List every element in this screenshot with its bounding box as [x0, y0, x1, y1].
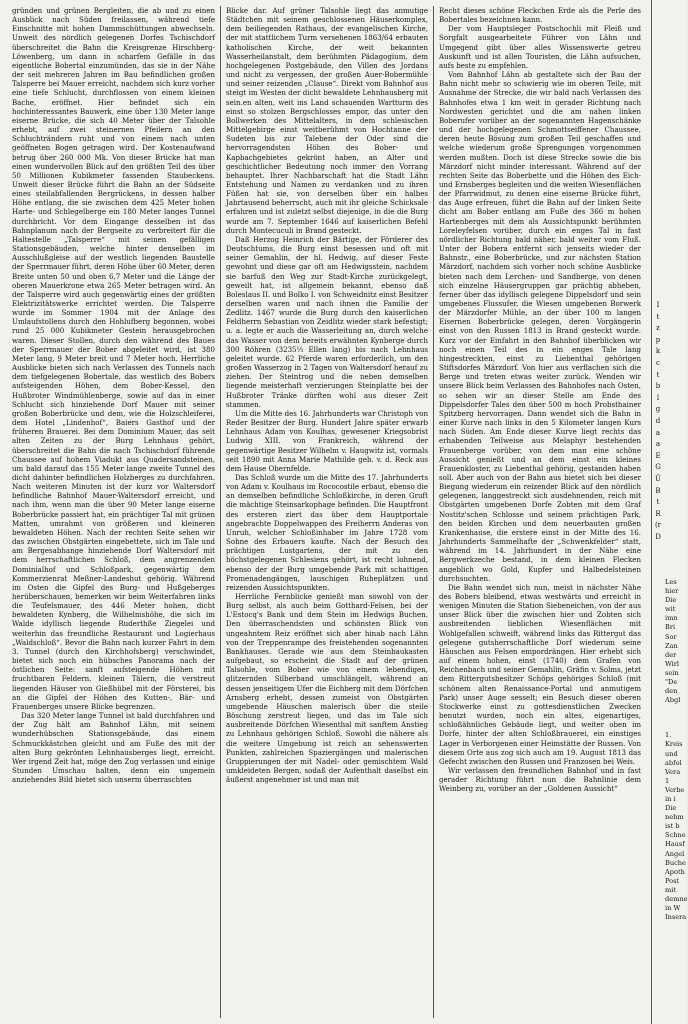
edge-line: Les: [665, 578, 677, 586]
column-3: [433, 6, 646, 1018]
edge-line: wit: [665, 605, 676, 614]
edge-line: den: [665, 687, 678, 696]
edge-line: Verbe: [665, 785, 685, 794]
paragraph: Das Schloß wurde um die Mitte des 17. Jahrhunderts von Adam v. Koulhaus im Rococostile erbaut, ebenso die an demselben befindliche Schloßkirche, in deren Gruft die mächtige Steinsarkophage befinden. Die Hauptfront des ersteren ziert das über dem Hauptportale angebrachte Doppelwappen des Freiherrn Anderas von Unruh, welcher Schloßinhaber im Jahre 1728 vom Sohne des Erbauers kaufte. Nach der Besuch des prächtigen Lustgartens, der mit zu den höchstgelegenen Schlesiens gehört, ist recht lohnend, ebenso der der Burg umgebende Park mit schattigen Promenadengängen, lauschigen Ruheplätzen und reizenden Aussichtspunkten.: [226, 472, 428, 592]
vertical-letter: t: [656, 370, 660, 379]
paragraph: Daß Herzog Heinrich der Bärtige, der Förderer des Deutschtums, die Burg einst besessen und oft mit seiner Gemahlin, der hl. Hedwig, auf dieser Feste gewohnt und diese gar oft am Hedwigsstein, nachdem sie barfuß den Weg zur Stadt-Kirche zurückgelegt, geweilt hat, ist allgemein bekannt, ebenso daß Boleslaus II. und Bolko I. von Schweidnitz einst Besitzer derselben waren und nach ihnen die Familie der Zedlitz. 1467 wurde die Burg durch den kaiserlichen Feldherrn Sebastian von Zeidlitz wieder stark befestigt; u. a. legte er auch die Wasserleitung an, durch welche das Wasser von dem bereits erwähnten Kynberge durch 300 Röhren (3235⅓ Ellen lang) bis nach Lehnhaus geleitet wurde. 62 Pferde waren erforderlich, um den großen Wasserzog in 2 Tagen von Waltersdorf herauf zu ziehen. Der Steintrog und die neben demselben liegende meisterhaft verzierungen Steinplatte bei der Hußbroter Tränke dürften wohl aus dieser Zeit stammen.: [226, 234, 428, 409]
paragraph: Das 320 Meter lange Tunnel ist bald durchfahren und der Zug hält am Bahnhof Lähn, mit seinem wunderhübschen Stationsgebäude, das einem Schmuckkästchen gleicht und am Fuße des mit der alten Burg gekrönten Lehnhausberges liegt, erreicht. Wer irgend Zeit hat, möge den Zug verlassen und einige Stunden Umschau halten, denn ein ungemein anziehendes Bild bietet sich unserm überraschten: [12, 711, 215, 785]
edge-line: abfol: [665, 758, 682, 767]
vertical-letter: Ü: [655, 474, 661, 483]
edge-line: Abgl: [665, 696, 681, 705]
paragraph: Wir verlassen den freundlichen Bahnhof und in fast gerader Richtung führt nun die Bahnlinie dem Weinberg zu, vorüber an der „Goldenen Aussicht“: [439, 765, 641, 794]
paragraph: Vom Bahnhof Lähn ab gestaltete sich der Bau der Bahn nicht mehr so schwierig wie im oberen Teile, mit Ausnahme der Strecke, die wir bald nach Verlassen des Bahnhofes etwa 1 km weit in gerader Richtung nach Nordwesten gerichtet und die am nahen linken Boberufer vorüber an der sogenannten Hagenschänke und der hochgelegenen Schmottseiffener Chaussee, deren heute Bösung zum großen Teil geschaffen und welche wiederum große Sprengungen vorgenommen werden mußten. Doch ist diese Strecke sowie die bis Märzdorf nicht minder interessant. Während auf der rechten Seite das Boberbette und die Höhen des Eich- und Ernsberges begleiten und die weiten Wiesenflächen der Pfarrwidmut, zu denen eine eiserne Brücke führt, das Auge erfreuen, führt die Bahn auf der linken Seite dicht am Bober entlang am Fuße des 366 m hohen Hartenberges mit dem als Aussichtspunkt berühmten Loreleyfelsen vorüber, durch ein enges Tal in fast nördlicher Richtung bald näher, bald weiter vom Fluß. Unter der Bobera entfernt sich jenseits wieder der Bahnstr., eine Boberbrücke, und zur nächsten Station Märzdorf, nachdem sich vorher noch schöne Ausblicke bieten nach dem Lerchen- und Sandberge, von denen sich einzelne Häusergruppen gar prächtig abheben, ferner über das idyllisch gelegene Dippelsdorf und sein umgebenes Flussufer, die Wiesen umgebenen Borwerk der Märzdorfer Mühle, an der über 100 m langen Eisernen Boberbrücke gelegen, deren Vorgängerin einst von den Russen 1813 in Brand gesteckt wurde. Kurz vor der Einfahrt in den Bahnhof überblicken wir noch einen Teil des in ein enges Tale lang hingestreckten, einst zu Liebenthal gehörigen Stiftsdorfes Märzdorf. Von hier aus verflachen sich die Berge und treten etwas weiter zurück. Wenden wir unsere Blick beim Verlassen des Bahnhofes nach Osten, so sehen wir an dieser Stelle am Ende des Dippelsdorfer Tales den über 500 m hoch Probsthainer Spitzberg hervorragen. Dann wendet sich die Bahn in einer Kurve nach links in den 5 Kilometer langen Kurs nach Süden. Am Ende dieser Kurve liegt rechts das erhabenden Teilweise aus Melaphyr bestehenden Frauenberge vorüber, von dem man eine schöne Aussicht genießt und an dem einst ein kleines Frauenkloster, zu Liebenthal gehörig, gestanden haben soll. Aber auch von der Bahn aus bietet sich bei dieser Biegung wiederum ein reizender Blick auf den nördlich gelegenen, langgestreckt sich ausdehnenden, reich mit Obstgärten umgebenen Dorfe Zobten mit dem Graf Nostitz'schen Schlosse und seinem prächtigen Park, den beiden Kirchen und dem neuerbauten großen Krankenhause, die erstere einst in der Mitte des 16. Jahrhunderts Sammelhafte der „Schwenkfelder“ statt, während im 14. Jahrhundert in der Nähe eine Bergwerkzeche bestand, in dem kleinen Flecken angeblich wo Gold, Kupfer und Halbedelsteinen durchsuchten.: [439, 70, 641, 583]
vertical-letter-strip: [654, 300, 662, 543]
vertical-letter: p: [655, 335, 661, 344]
edge-line: in W: [665, 904, 681, 913]
edge-line: und: [665, 749, 678, 758]
cut-off-text-column: [665, 578, 688, 922]
edge-line: Buche: [665, 858, 686, 867]
vertical-letter: (r: [654, 521, 662, 530]
column-2: [220, 6, 433, 1018]
vertical-letter: g: [655, 405, 661, 414]
edge-line: mit: [665, 885, 677, 894]
vertical-letter: c: [656, 358, 660, 367]
vertical-letter: b: [655, 382, 661, 391]
vertical-letter: B: [655, 486, 661, 495]
edge-line: "De: [665, 678, 678, 687]
edge-line: imn: [665, 614, 678, 623]
edge-line: Bri: [665, 623, 676, 632]
paragraph: gründen und grünen Bergleiten, die ab und zu einen Ausblick nach Süden freilassen, während tiefe Einschnitte mit hohen Dammschüttungen abwechseln. Unweit des nördlich gelegenen Dorfes Tschischdorf überschreitet die Bahn die Kreisgrenze Hirschberg-Löwenberg, um dann in scharfem Gefälle in das eigentliche Bobertal einzumünden, das sie in der Nähe der seit mehreren Jahren im Bau befindlichen großen Talsperre bei Mauer erreicht, nachdem sich kurz vorher eine tiefe Schlucht, durchflossen von einem kleinen Bache, eröffnet. Hier befindet sich ein hochinteressantes Bauwerk, eine über 130 Meter lange eiserne Brücke, die sich 40 Meter über der Talsohle erhebt, auf zwei steinernen Pfeilern an den Schluchträndern ruht und von einem nach unten geöffneten Bogen getragen wird. Der Kostenaufwand betrug über 260 000 Mk. Von dieser Brücke hat man einen wundervollen Blick auf den größten Teil des über 50 Millionen Kubikmeter fassenden Staubeckens. Unweit dieser Brücke führt die Bahn an der Südseite eines steilabfallenden Bergrückens, in dessen halber Höhe entlang, die sie zwischen dem 425 Meter hohen Harte- und Schlegelberge ein 180 Meter langes Tunnel durchbricht. Vor dem Eingange desselben ist das Bahnplanum nach der Bergseite zu verbreitert für die Haltestelle „Talsperre“ mit seinen gefälligen Stationsgebäuden, welche hinter denselben im Ausschlußgleise auf der westlich liegenden Baustelle der Sperrmauer führt, deren Höhe über 60 Meter, deren Breite unten 50 und oben 6,7 Meter und die Länge der oberen Mauerkrone etwa 265 Meter betragen wird. An der Talsperre wird auch gegenwärtig eines der größten Elektrizitätswerke errichtet werden. Die Talsperre wurde im Sommer 1904 mit der Anlage des Umlaufstollens durch den Hohlufberg begonnen, wobei rund 25 000 Kubikmeter Gestein herausgebrochen waren. Dieser Stollen, durch den während des Baues der Sperrmauer der Bober abgeleitet wird, ist 380 Meter lang, 9 Meter breit und 7 Meter hoch. Herrliche Ausblicke bieten sich nach Verlassen des Tunnels nach dem tiefgelegenen Bobertale, das westlich des Bobers aufsteigenden Höhen, dem Bober-Kessel, den Hußbroter Windmühlenberge, sowie auf das in einer Schlucht sich hinziehende Dorf Mauer mit seiner großen Boberbrücke und dem, wie die Holzschleiferei, dem Hotel „Lindenhof“, Baiers Gasthof und der früheren Brauerei. Bei dem Dominium Mauer, das seit alten Zeiten zu der Burg Lehnhaus gehört, überschreitet die Bahn die nach Tschischdorf führende Chaussee auf hohem Viadukt aus Quadersandsteinen, um bald darauf das 155 Meter lange zweite Tunnel des dicht dahinter befindlichen Holzberges zu durchfahren. Nach weiteren Minuten ist der kurz vor Waltersdorf befindliche Bahnhof Mauer-Waltersdorf erreicht, und nach ihm, wenn man die über 90 Meter lange eiserne Boberbrücke passiert hat, ein prächtiger Tal mit grünen Matten, umrahmt von größeren und kleineren bewaldeten Höhen. Nach der rechten Seite sehen wir das zwischen Obstgärten eingebettete, sich im Tale und am Bergesabhange hinziehende Dorf Waltersdorf mit dem herrschaftlichen Schloß, dem angrenzenden Dominialhof und Schloßpark, gegenwärtig dem Kommerzienrat Meßner-Landeshut gehörig. Während im Osten die Gipfel des Burg- und Hußgeberges herüberschauen, bemerken wir beim Weiterfahren links die Teufelsmauer, des 446 Meter hohen, dicht bewaldeten Kynberg, die Wilhelmshöhe, die sich im Walde idyllisch liegende Ruderthße Ziegelei und weiterhin das freundliche Restaurant und Logierhaus „Waldschloß“. Bevor die Bahn nach kurzer Fahrt in dem 3. Tunnel (durch den Kirchhofsberg) verschwindet, bietet sich noch ein hübsches Panorama nach der östlichen Seite: sanft aufsteigende Höhen mit fruchtbaren Feldern, kleinen Tälern, die verstreut liegenden Häuser von Gießhübel mit der Försterei, bis an die Gipfel der Höhen des Kutten-, Bär- und Frauenberges unsere Blicke begrenzen.: [12, 6, 215, 711]
edge-line: Insera: [665, 913, 687, 922]
edge-line: der: [665, 650, 677, 659]
edge-line: in i: [665, 794, 676, 803]
edge-line: 1: [665, 776, 670, 785]
edge-line: Schne: [665, 831, 686, 840]
vertical-letter: d: [655, 416, 661, 425]
edge-line: Die: [665, 596, 677, 605]
vertical-letter: a: [655, 428, 661, 437]
paragraph: Die Bahn wendet sich nun, meist in nächster Nähe des Bobers bleibend, etwas westwärts und erreicht in wenigen Minuten die Station Siebeneichen, von der aus unser Blick über die zwischen hier und Zobten sich ausbreitenden lieblichen Wiesenflächen mit Wohlgefallen schweift, während links das Rittergut das gelegene gutsherrschaftliche Dorf wiederum seine Häuschen aus Felsen empordrängen. Hier erhebt sich auf einem hohen, einst (1740) dem Grafen von Reichenbach und seiner Gemahlin, Gräfin v. Solms, jetzt dem Rittergutsbesitzer Schöps gehöriges Schloß (mit schönem alten Renaissance-Portal und anmutigem Park) unser Auge sesselt; ein Besuch dieser oberen Stockwerke einst zu gottesdienstlichen Zwecken benutzt wurden, noch ein altes, eigenartiges, schloßähnliches Gebäude liegt, und weiter oben im Dorfe, hinter der alten Schloßbrauerei, ein einstiges Lager in Verborgenen einer Heimstätte der Russen. Von diesem Orte aus zog sich auch am 19. August 1813 das Gefecht zwischen den Russen und Franzosen bei Weis.: [439, 582, 641, 766]
vertical-letter: E: [655, 451, 661, 460]
edge-line: Sor: [665, 632, 677, 641]
vertical-letter: t: [656, 498, 660, 507]
vertical-letter: a: [655, 440, 661, 449]
edge-line: ist b: [665, 822, 680, 831]
edge-line: 1.: [665, 731, 672, 740]
edge-line: Angel: [665, 849, 685, 858]
edge-line: demne: [665, 895, 688, 903]
article-columns: [7, 6, 647, 1018]
paragraph: Recht dieses schöne Fleckchen Erde als die Perle des Bobertales bezeichnen kann.: [439, 6, 641, 25]
vertical-letter: D: [655, 532, 661, 541]
column-1: [7, 6, 220, 1018]
vertical-letter: l: [656, 393, 660, 402]
edge-line: Vera: [665, 767, 681, 776]
edge-line: Kreis: [665, 740, 683, 749]
edge-line: nehm: [665, 813, 684, 822]
edge-line: [665, 705, 685, 731]
adjacent-page-edge: [651, 0, 686, 1024]
edge-line: Wirl: [665, 659, 680, 668]
edge-line: sein: [665, 668, 679, 677]
vertical-letter: I: [656, 301, 660, 309]
vertical-letter: k: [655, 347, 661, 356]
vertical-letter: t: [656, 312, 660, 321]
edge-line: Post: [665, 876, 680, 885]
edge-line: hier: [665, 587, 679, 596]
vertical-letter: R: [655, 509, 661, 518]
paragraph: Um die Mitte des 16. Jahrhunderts war Christoph von Reder Besitzer der Burg. Hundert Jahre später erwarb Lehnhaus Adam von Koulhas, gewesener Kriegsobrist Ludwig XIII. von Frankreich, während der gegenwärtige Besitzer Wilhelm v. Haugwitz ist, vormals seit 1890 mit Anna Marie Mathilde geb. v. d. Reck aus dem Hause Obernfelde.: [226, 408, 428, 473]
edge-line: Die: [665, 804, 677, 813]
vertical-letter: G: [655, 463, 661, 472]
edge-line: Hausf: [665, 840, 685, 849]
edge-line: Apoth: [665, 867, 685, 876]
paragraph: Blicke dar. Auf grüner Talsohle liegt das anmutige Städtchen mit seinem geschlossenen Häuserkomplex, dem beiliegenden Rathaus, der evangelischen Kirche, der mit stattlichem Turm versehenen 1863/64 erbauten katholischen Kirche, der weit bekannten Wasserheilanstalt, dem berühmten Pädagogium, dem hochgelegenen Postgebäude, den Villen des Jordans und nicht zu vergessen, der großen Auer-Bobermühle und seiner reizenden „Clause“. Direkt vom Bahnhof aus steigt im Westen der dicht bewaldete Lehnhausberg mit sein.en alten, weit ins Land schauenden Wartturm des einst so stolzen Bergschlosses empor, das unter den Bollwerken des Mittelalters, in dem schlesischen Mittelgebirge einst weitberühmt von Hochtanne der Sudeten bis zur Talebene der Oder sind die hervorragendsten Höhen des Bober- und Kapbachgebietes gekrönt haben, an Alter und geschichtlicher Bedeutung noch immer den Vorrang behauptet. Ihrer Nachbarschaft hat die Stadt Lähn Entstehung und Namen zu verdanken und zu ihren Füßen hat sie, von derselben über ein halbes Jahrtausend beherrscht, auch mit ihr gleiche Schicksale erfahren und ist zuletzt selbst diejenige, in die die Burg wurde am 7. September 1646 auf kaiserlichen Befehl durch Montecuculi in Brand gesteckt.: [226, 6, 428, 235]
vertical-letter: z: [656, 324, 660, 333]
paragraph: Der vom Hauptsleger Postschochli mit Fleiß und Sorgfalt ausgearbeitete Führer von Lähn und Umgegend gibt über alles Wissenswerte getreu Auskunft und ist allen Touristen, die Lähn aufsuchen, aufs beste zu empfehlen.: [439, 24, 641, 70]
edge-line: Zan: [665, 641, 678, 650]
paragraph: Herrliche Fernblicke genießt man sowohl von der Burg selbst, als auch beim Gotthard-Felsen, bei der L'Estocq's Bank und dem Stein im Hedwigs Buchen. Den überraschendsten und schönsten Blick von ungeahntem Reiz eröffnet sich aber hinab nach Lähn von der Treppenrampe des freistehenden sogenannten Bankhauses. Gerade wie aus dem Steinbaukasten aufgebaut, so erscheint die Stadt auf der grünen Talsohle, vom Bober wie von einem lebendigen, glitzernden Silberband umschlängelt, während an dessen jenseitigem Ufer die Eichberg mit dem Dörfchen Arnsberg erhebt, dessen zumeist von Obstgärten umgebende Häuschen malerisch über die steile Böschung zerstreut liegen, und das im Tale sich ausbreitende Dörfchen Wiesenthal mit sanftem Anstieg zu Lehnhaus gehörigen Schloß. Sowohl die nähere als die weitere Umgebung ist reich an sehenswerten Punkten, zahlreichen Spaziergängen und malerischen Gruppierungen der mit Nadel- oder gemischtem Wald umkleideten Bergen, sodaß der Aufenthalt daselbst ein äußerst angenehmer ist und man mit: [226, 592, 428, 785]
